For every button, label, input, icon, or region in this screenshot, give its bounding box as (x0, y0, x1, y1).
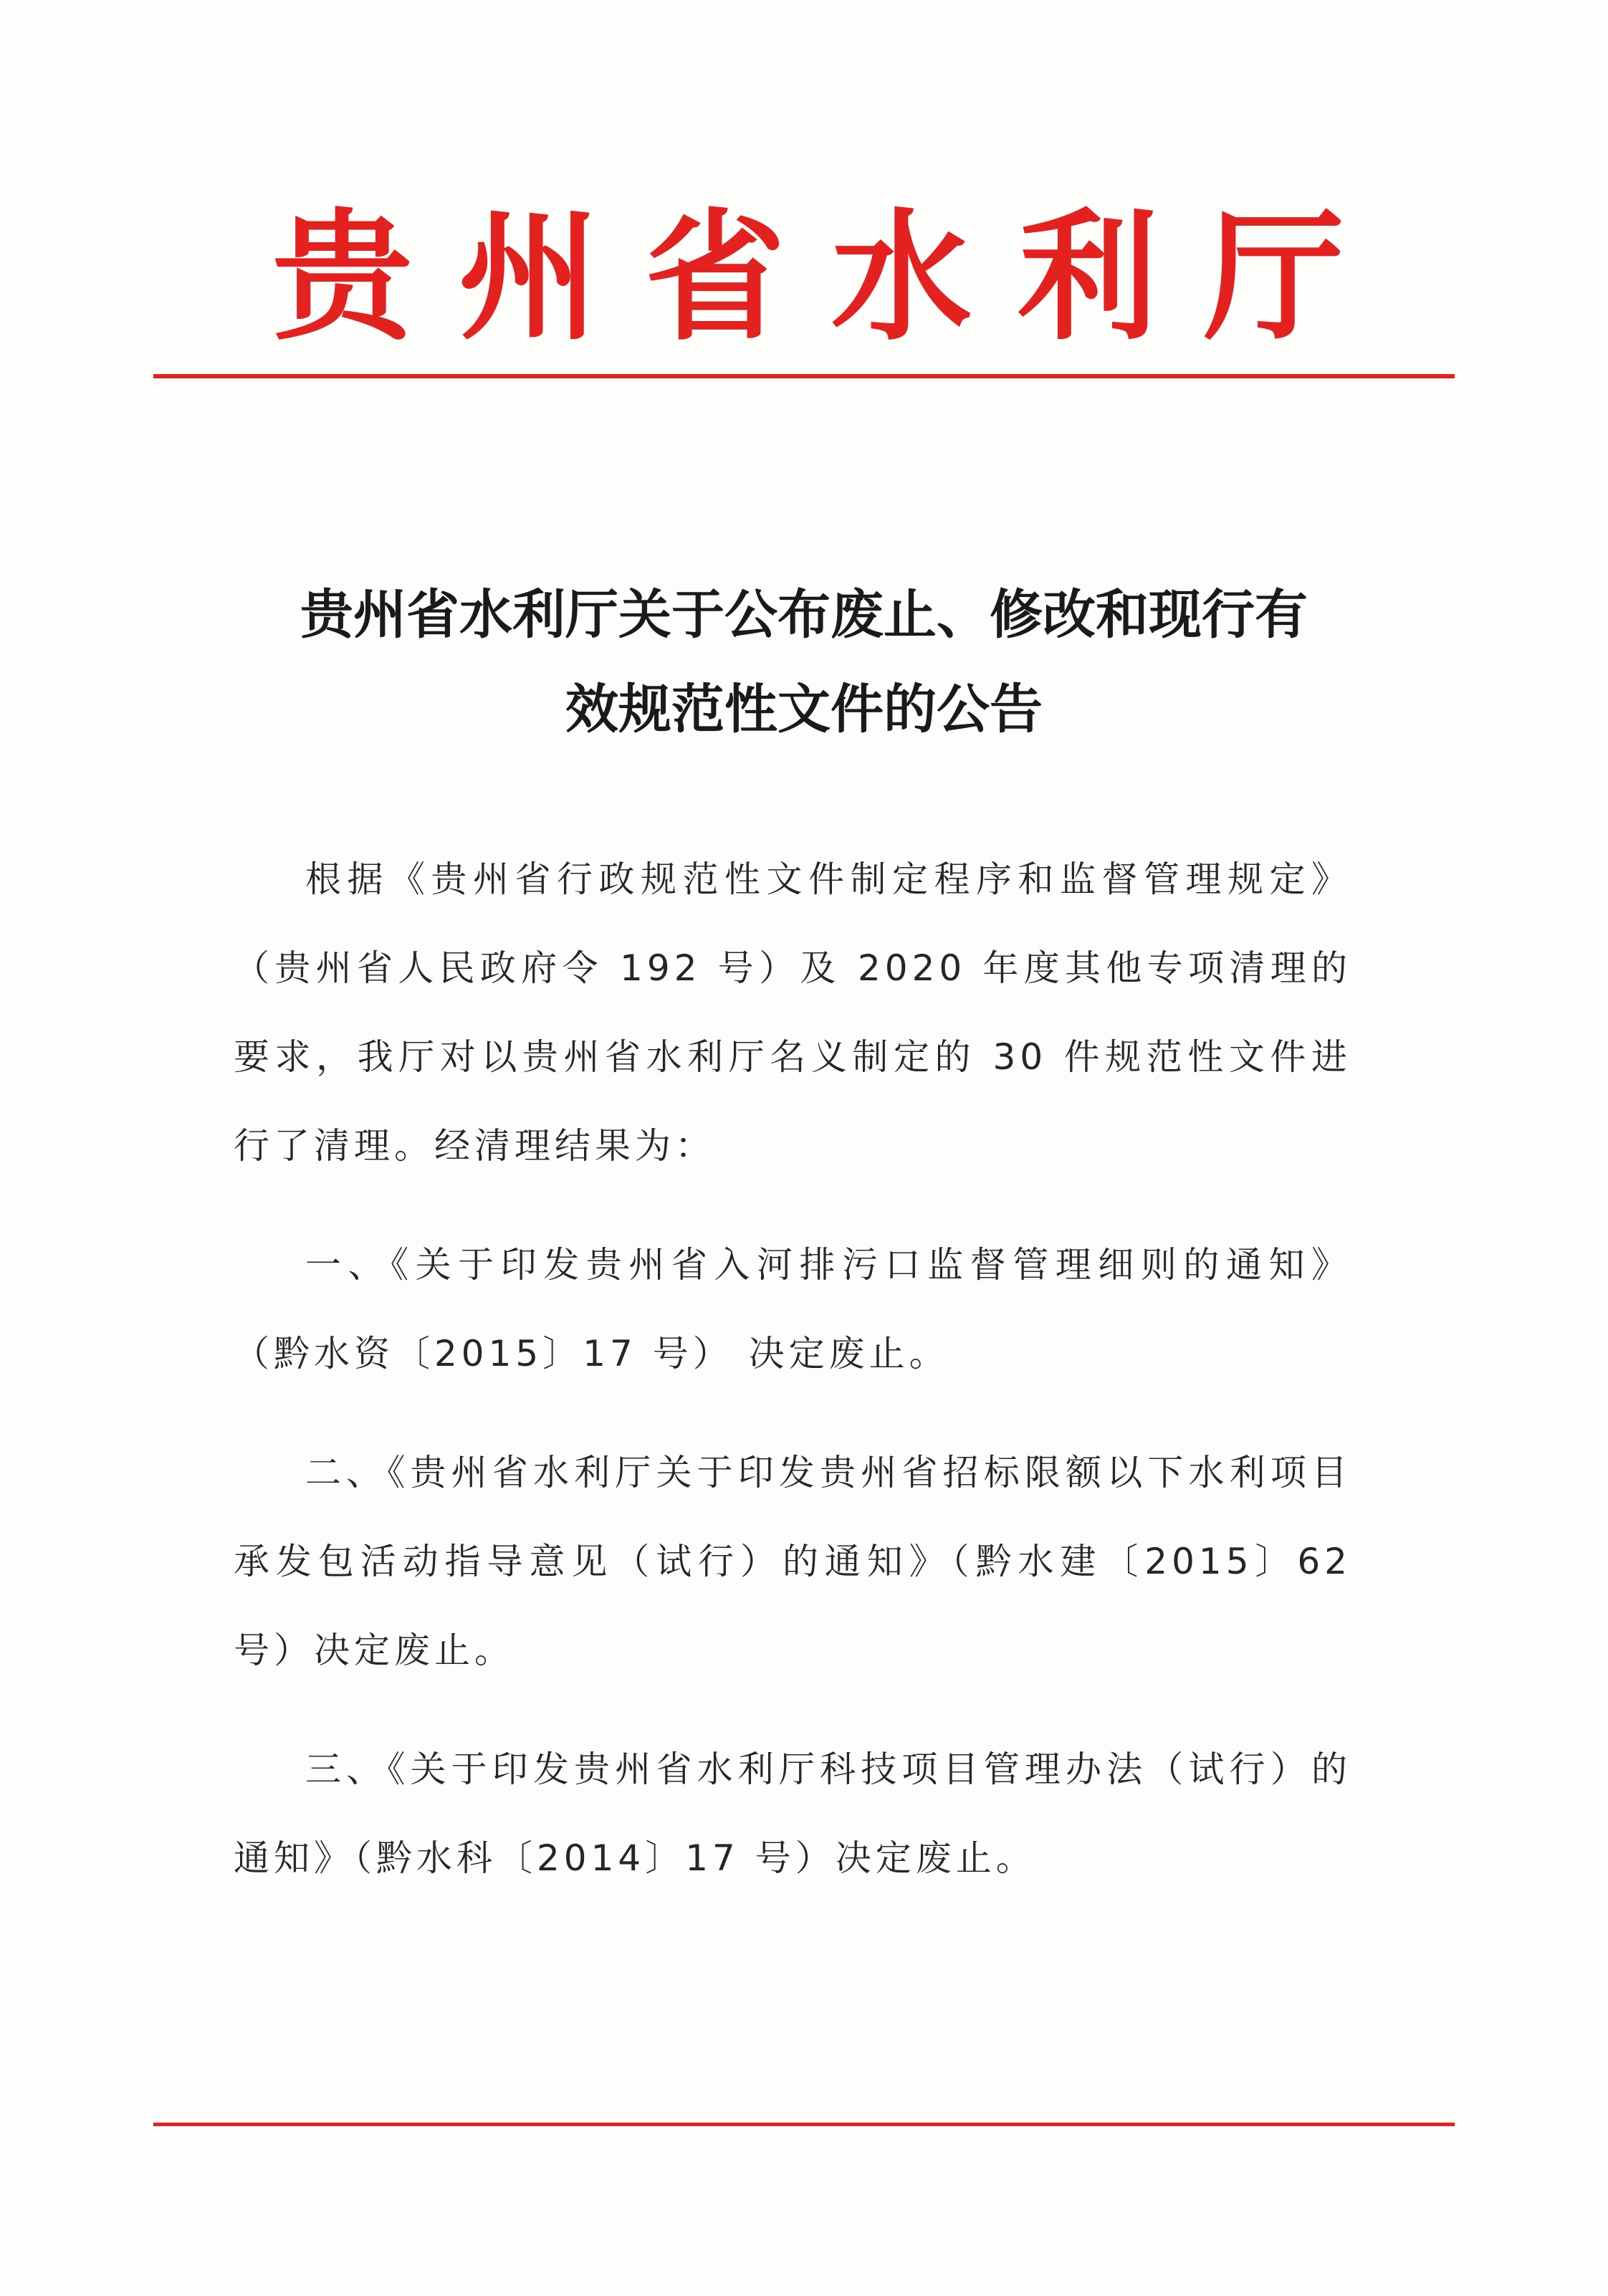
letterhead-org-name: 贵州省水利厅 (272, 195, 1391, 360)
paragraph-item-2: 二、《贵州省水利厅关于印发贵州省招标限额以下水利项目承发包活动指导意见（试行）的通知》（黔水建〔2015〕62 号）决定废止。 (234, 1452, 1351, 1671)
footer-red-rule (153, 2123, 1455, 2126)
notice-title (215, 568, 1393, 757)
notice-title-line-1: 贵州省水利厅关于公布废止、修改和现行有 (300, 584, 1308, 646)
paragraph-intro: 根据《贵州省行政规范性文件制定程序和监督管理规定》（贵州省人民政府令 192 号）及 2020 年度其他专项清理的要求，我厅对以贵州省水利厅名义制定的 30 件规范性文件进行了清理。经清理结果为： (234, 858, 1351, 1167)
paragraph-item-3: 三、《关于印发贵州省水利厅科技项目管理办法（试行）的通知》（黔水科〔2014〕17 号）决定废止。 (234, 1749, 1351, 1879)
notice-body (234, 835, 1351, 1903)
letterhead-red-rule (153, 374, 1455, 378)
notice-title-line-2: 效规范性文件的公告 (565, 679, 1043, 740)
paragraph-item-1: 一、《关于印发贵州省入河排污口监督管理细则的通知》（黔水资〔2015〕17 号） 决定废止。 (234, 1244, 1351, 1374)
